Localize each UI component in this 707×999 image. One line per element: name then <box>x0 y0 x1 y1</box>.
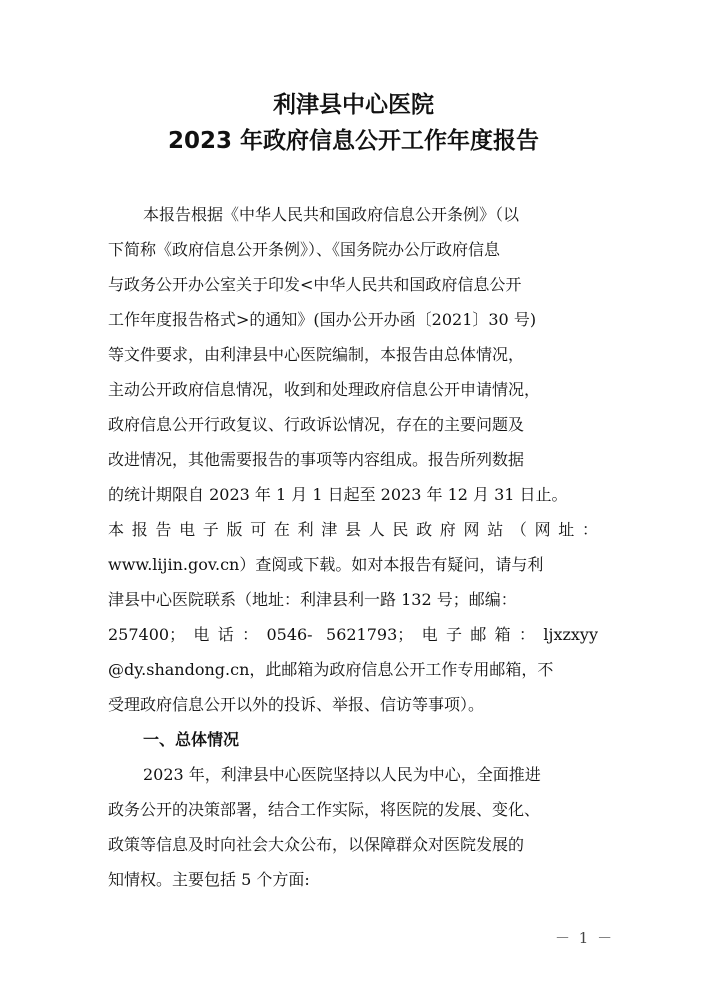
report-title-org: 利津县中心医院 <box>273 92 434 118</box>
paragraph-line: 下简称《政府信息公开条例》）、《国务院办公厅政府信息 <box>108 240 501 259</box>
paragraph-line: 2023 年，利津县中心医院坚持以人民为中心，全面推进 <box>143 765 541 784</box>
section-heading: 一、总体情况 <box>143 730 240 749</box>
paragraph-line: 改进情况，其他需要报告的事项等内容组成。报告所列数据 <box>108 450 525 469</box>
paragraph-line: 政府信息公开行政复议、行政诉讼情况，存在的主要问题及 <box>108 415 525 434</box>
paragraph-line: 知情权。主要包括 5 个方面: <box>108 870 310 889</box>
paragraph-line: www.lijin.gov.cn）查阅或下载。如对本报告有疑问，请与利 <box>108 555 544 574</box>
report-title: 2023 年政府信息公开工作年度报告 <box>167 128 540 154</box>
paragraph-line: 的统计期限自 2023 年 1 月 1 日起至 2023 年 12 月 31 日止。 <box>108 485 568 504</box>
paragraph-line: 主动公开政府信息情况，收到和处理政府信息公开申请情况， <box>108 380 541 399</box>
paragraph-line: 工作年度报告格式>的通知》(国办公开办函〔2021〕30 号) <box>108 310 537 329</box>
page-number: － 1 － <box>555 929 615 947</box>
paragraph-line: @dy.shandong.cn，此邮箱为政府信息公开工作专用邮箱，不 <box>108 660 554 679</box>
paragraph-line: 受理政府信息公开以外的投诉、举报、信访等事项）。 <box>108 695 485 714</box>
paragraph-line: 津县中心医院联系（地址：利津县利一路 132 号；邮编： <box>108 590 517 609</box>
paragraph-line: 本报告电子版可在利津县人民政府网站（网址： <box>108 520 598 539</box>
paragraph-line: 257400；电话：0546- 5621793；电子邮箱：ljxzxyy <box>108 625 598 644</box>
paragraph-line: 等文件要求，由利津县中心医院编制，本报告由总体情况， <box>108 345 525 364</box>
paragraph-line: 本报告根据《中华人民共和国政府信息公开条例》（以 <box>143 205 520 224</box>
paragraph-line: 政务公开的决策部署，结合工作实际，将医院的发展、变化、 <box>108 800 541 819</box>
paragraph-line: 与政务公开办公室关于印发<中华人民共和国政府信息公开 <box>108 275 522 294</box>
paragraph-line: 政策等信息及时向社会大众公布，以保障群众对医院发展的 <box>108 835 525 854</box>
